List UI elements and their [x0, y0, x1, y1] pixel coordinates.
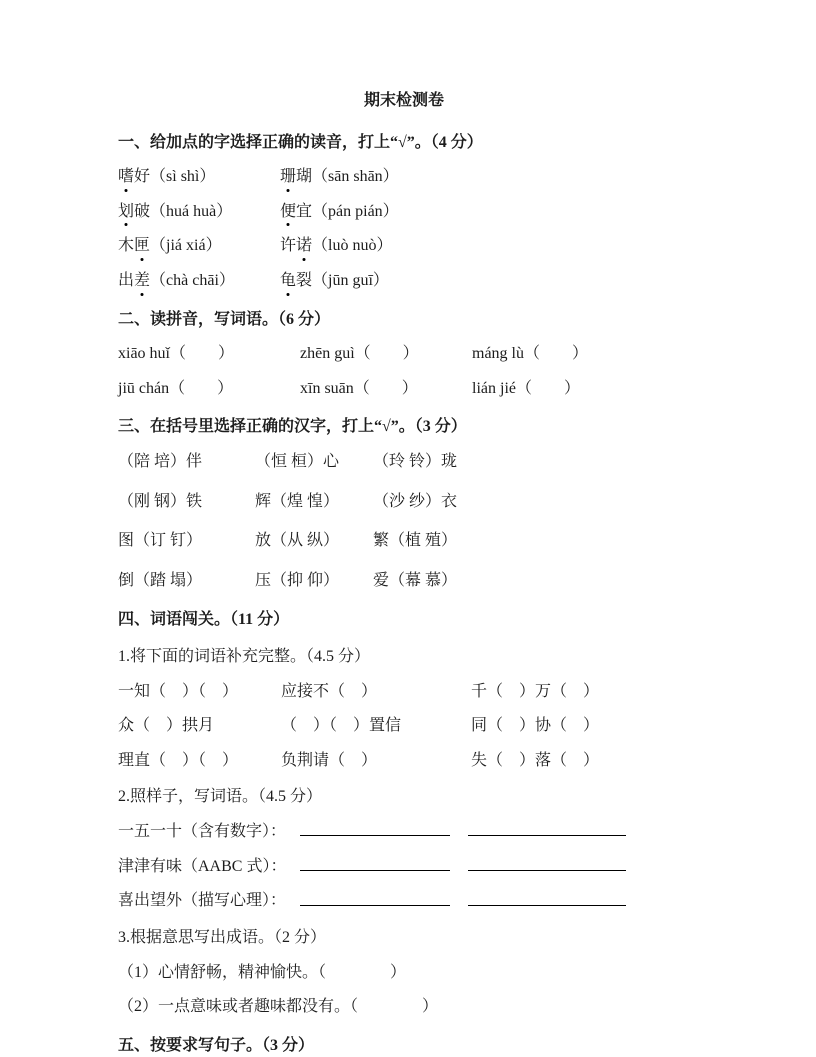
s1-row	[118, 270, 716, 292]
answer-blank	[300, 890, 450, 905]
answer-blank	[468, 890, 626, 905]
char-choice-item: 压（抑 仰）	[255, 571, 340, 589]
fill-idiom-item: 失（ ）落（ ）	[471, 751, 600, 769]
word-pre: 许	[280, 237, 297, 255]
answer-blank	[468, 821, 626, 836]
char-choice-item: 爱（幕 慕）	[373, 571, 458, 589]
pinyin-item: zhēn guì（ ）	[300, 345, 419, 363]
word-post: 好（sì shì）	[134, 168, 216, 186]
word-post: （luò nuò）	[312, 237, 393, 255]
char-choice-item: 放（从 纵）	[255, 532, 340, 550]
char-choice-item: （刚 钢）铁	[118, 492, 203, 510]
section4-sub1-heading: 1.将下面的词语补充完整。（4.5 分）	[118, 647, 371, 665]
pinyin-item: xiāo huǐ（ ）	[118, 345, 234, 363]
example-label: 喜出望外（描写心理）：	[118, 892, 287, 910]
fill-idiom-item: 同（ ）协（ ）	[471, 717, 600, 735]
word-item	[280, 201, 399, 223]
dotted-char: 诺	[296, 235, 312, 257]
pinyin-item: xīn suān（ ）	[300, 379, 418, 397]
char-choice-row	[118, 491, 716, 513]
write-words-row	[118, 821, 716, 843]
section4-sub3-heading: 3.根据意思写出成语。（2 分）	[118, 929, 327, 947]
word-pre: 出	[118, 271, 135, 289]
char-choice-item: 繁（植 殖）	[373, 532, 458, 550]
pinyin-item: máng lù（ ）	[472, 345, 588, 363]
write-words-row	[118, 890, 716, 912]
answer-blank	[300, 856, 450, 871]
dotted-char: 匣	[134, 235, 150, 257]
answer-blank	[300, 821, 450, 836]
char-choice-row	[118, 570, 716, 592]
word-item	[280, 235, 392, 257]
word-post: 破（huá huà）	[134, 202, 233, 220]
section5-heading: 五、按要求写句子。（3 分）	[118, 1037, 315, 1054]
s1-row	[118, 201, 716, 223]
meaning-idiom-line: （1）心情舒畅，精神愉快。（ ）	[118, 963, 407, 981]
char-choice-item: （玲 铃）珑	[373, 452, 458, 470]
dotted-char: 划	[118, 201, 134, 223]
char-choice-item: （沙 纱）衣	[373, 492, 458, 510]
section3-heading: 三、在括号里选择正确的汉字，打上“√”。（3 分）	[118, 418, 467, 436]
char-choice-item: （恒 桓）心	[255, 452, 340, 470]
pinyin-item: jiū chán（ ）	[118, 379, 234, 397]
word-item	[118, 166, 280, 188]
fill-idiom-row	[118, 715, 716, 737]
fill-idiom-item: 千（ ）万（ ）	[471, 682, 600, 700]
dotted-char: 龟	[280, 270, 296, 292]
dotted-char: 差	[134, 270, 150, 292]
section3-body	[118, 451, 716, 591]
section4-sub2-heading: 2.照样子，写词语。（4.5 分）	[118, 788, 323, 806]
char-choice-item: 图（订 钉）	[118, 532, 203, 550]
section1-heading: 一、给加点的字选择正确的读音，打上“√”。（4 分）	[118, 133, 483, 151]
fill-idiom-item: 应接不（ ）	[281, 682, 378, 700]
s1-row	[118, 166, 716, 188]
word-pre: 木	[118, 237, 135, 255]
word-item	[118, 270, 280, 292]
char-choice-item: 倒（踏 塌）	[118, 571, 203, 589]
char-choice-row	[118, 530, 716, 552]
answer-blank	[468, 856, 626, 871]
example-label: 一五一十（含有数字）：	[118, 823, 287, 841]
dotted-char: 珊	[280, 166, 296, 188]
fill-idiom-row	[118, 681, 716, 703]
meaning-idiom-line: （2）一点意味或者趣味都没有。（ ）	[118, 998, 439, 1016]
word-post: （jiá xiá）	[150, 237, 222, 255]
char-choice-item: （陪 培）伴	[118, 452, 203, 470]
word-item	[280, 166, 399, 188]
fill-idiom-item: 负荆请（ ）	[281, 751, 378, 769]
char-choice-item: 辉（煌 惶）	[255, 492, 340, 510]
pinyin-item: lián jié（ ）	[472, 379, 580, 397]
dotted-char: 嗜	[118, 166, 134, 188]
fill-idiom-item: （ ）（ ）置信	[281, 717, 402, 735]
example-label: 津津有味（AABC 式）：	[118, 857, 287, 875]
word-item	[280, 270, 389, 292]
fill-idiom-item: 理直（ ）（ ）	[118, 751, 239, 769]
word-post: 宜（pán pián）	[296, 202, 399, 220]
char-choice-row	[118, 451, 716, 473]
section4-heading: 四、词语闯关。（11 分）	[118, 611, 290, 629]
dotted-char: 便	[280, 201, 296, 223]
pinyin-row	[118, 343, 716, 365]
word-post: 裂（jūn guī）	[296, 271, 389, 289]
s1-row	[118, 235, 716, 257]
pinyin-row	[118, 378, 716, 400]
page-title: 期末检测卷	[363, 92, 444, 109]
fill-idiom-item: 一知（ ）（ ）	[118, 682, 239, 700]
fill-idiom-item: 众（ ）拱月	[118, 717, 215, 735]
word-item	[118, 201, 280, 223]
word-post: 瑚（sān shān）	[296, 168, 399, 186]
section2-heading: 二、读拼音，写词语。（6 分）	[118, 310, 331, 328]
write-words-row	[118, 856, 716, 878]
word-item	[118, 235, 280, 257]
word-post: （chà chāi）	[150, 271, 235, 289]
fill-idiom-row	[118, 750, 716, 772]
